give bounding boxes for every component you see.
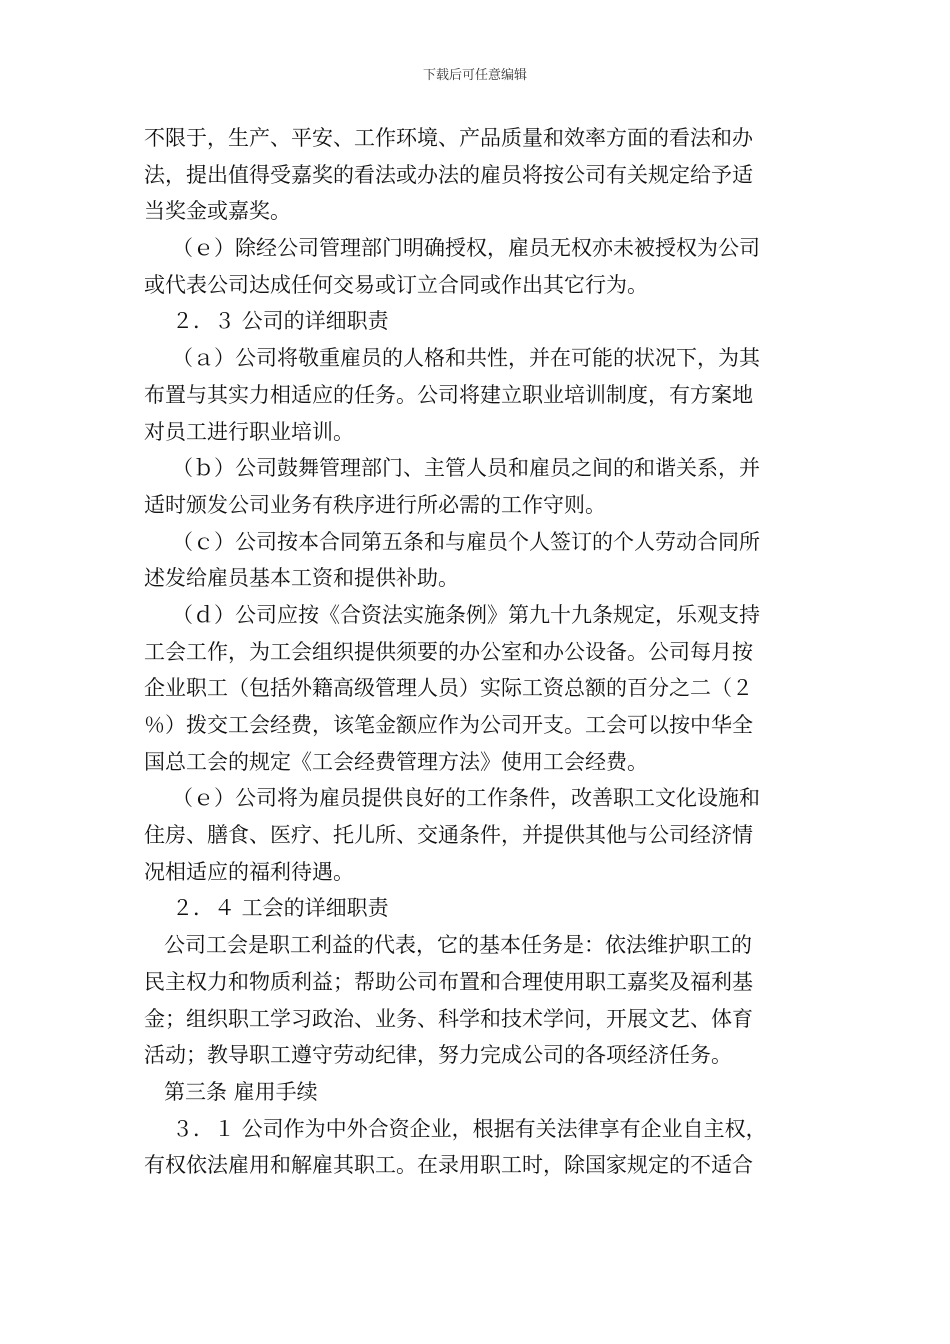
text-line: 金；组织职工学习政治、业务、科学和技术学问，开展文艺、体育 (144, 1006, 753, 1031)
text-line: （ｅ）公司将为雇员提供良好的工作条件，改善职工文化设施和 (172, 786, 760, 811)
text-line: 布置与其实力相适应的任务。公司将建立职业培训制度，有方案地 (144, 382, 753, 407)
text-line: 国总工会的规定《工会经费管理方法》使用工会经费。 (144, 749, 648, 774)
text-line: 企业职工（包括外籍高级管理人员）实际工资总额的百分之二（２ (144, 676, 753, 701)
text-line: ％）拨交工会经费，该笔金额应作为公司开支。工会可以按中华全 (144, 713, 753, 737)
text-line: 民主权力和物质利益；帮助公司布置和合理使用职工嘉奖及福利基 (144, 969, 753, 994)
text-line: 公司工会是职工利益的代表，它的基本任务是：依法维护职工的 (164, 933, 752, 958)
text-line: 法，提出值得受嘉奖的看法或办法的雇员将按公司有关规定给予适 (144, 162, 753, 187)
text-line: ２．４ 工会的详细职责 (172, 896, 389, 921)
text-line: 有权依法雇用和解雇其职工。在录用职工时，除国家规定的不适合 (144, 1153, 753, 1178)
text-line: 不限于，生产、平安、工作环境、产品质量和效率方面的看法和办 (144, 126, 753, 150)
text-line: ２．３ 公司的详细职责 (172, 309, 389, 334)
text-line: 活动；教导职工遵守劳动纪律，努力完成公司的各项经济任务。 (144, 1043, 732, 1068)
text-line: 适时颁发公司业务有秩序进行所必需的工作守则。 (144, 492, 606, 517)
text-line: 或代表公司达成任何交易或订立合同或作出其它行为。 (144, 272, 648, 297)
text-line: （ｂ）公司鼓舞管理部门、主管人员和雇员之间的和谐关系，并 (172, 456, 760, 481)
text-line: （ａ）公司将敬重雇员的人格和共性，并在可能的状况下，为其 (172, 346, 760, 371)
text-line: 住房、膳食、医疗、托儿所、交通条件，并提供其他与公司经济情 (144, 823, 753, 848)
text-line: 对员工进行职业培训。 (144, 419, 354, 444)
text-line: 当奖金或嘉奖。 (144, 199, 291, 224)
document-body (144, 120, 812, 1184)
text-line: （ｃ）公司按本合同第五条和与雇员个人签订的个人劳动合同所 (172, 529, 760, 554)
text-line: 述发给雇员基本工资和提供补助。 (144, 566, 459, 591)
text-line: （ｅ）除经公司管理部门明确授权，雇员无权亦未被授权为公司 (172, 236, 760, 261)
text-line: 第三条 雇用手续 (164, 1079, 318, 1104)
text-line: 工会工作，为工会组织提供须要的办公室和办公设备。公司每月按 (144, 639, 753, 664)
page-header-note: 下载后可任意编辑 (422, 68, 527, 83)
text-line: ３．１ 公司作为中外合资企业，根据有关法律享有企业自主权， (172, 1116, 767, 1141)
text-line: （ｄ）公司应按《合资法实施条例》第九十九条规定，乐观支持 (172, 602, 760, 627)
text-line: 况相适应的福利待遇。 (144, 859, 354, 884)
